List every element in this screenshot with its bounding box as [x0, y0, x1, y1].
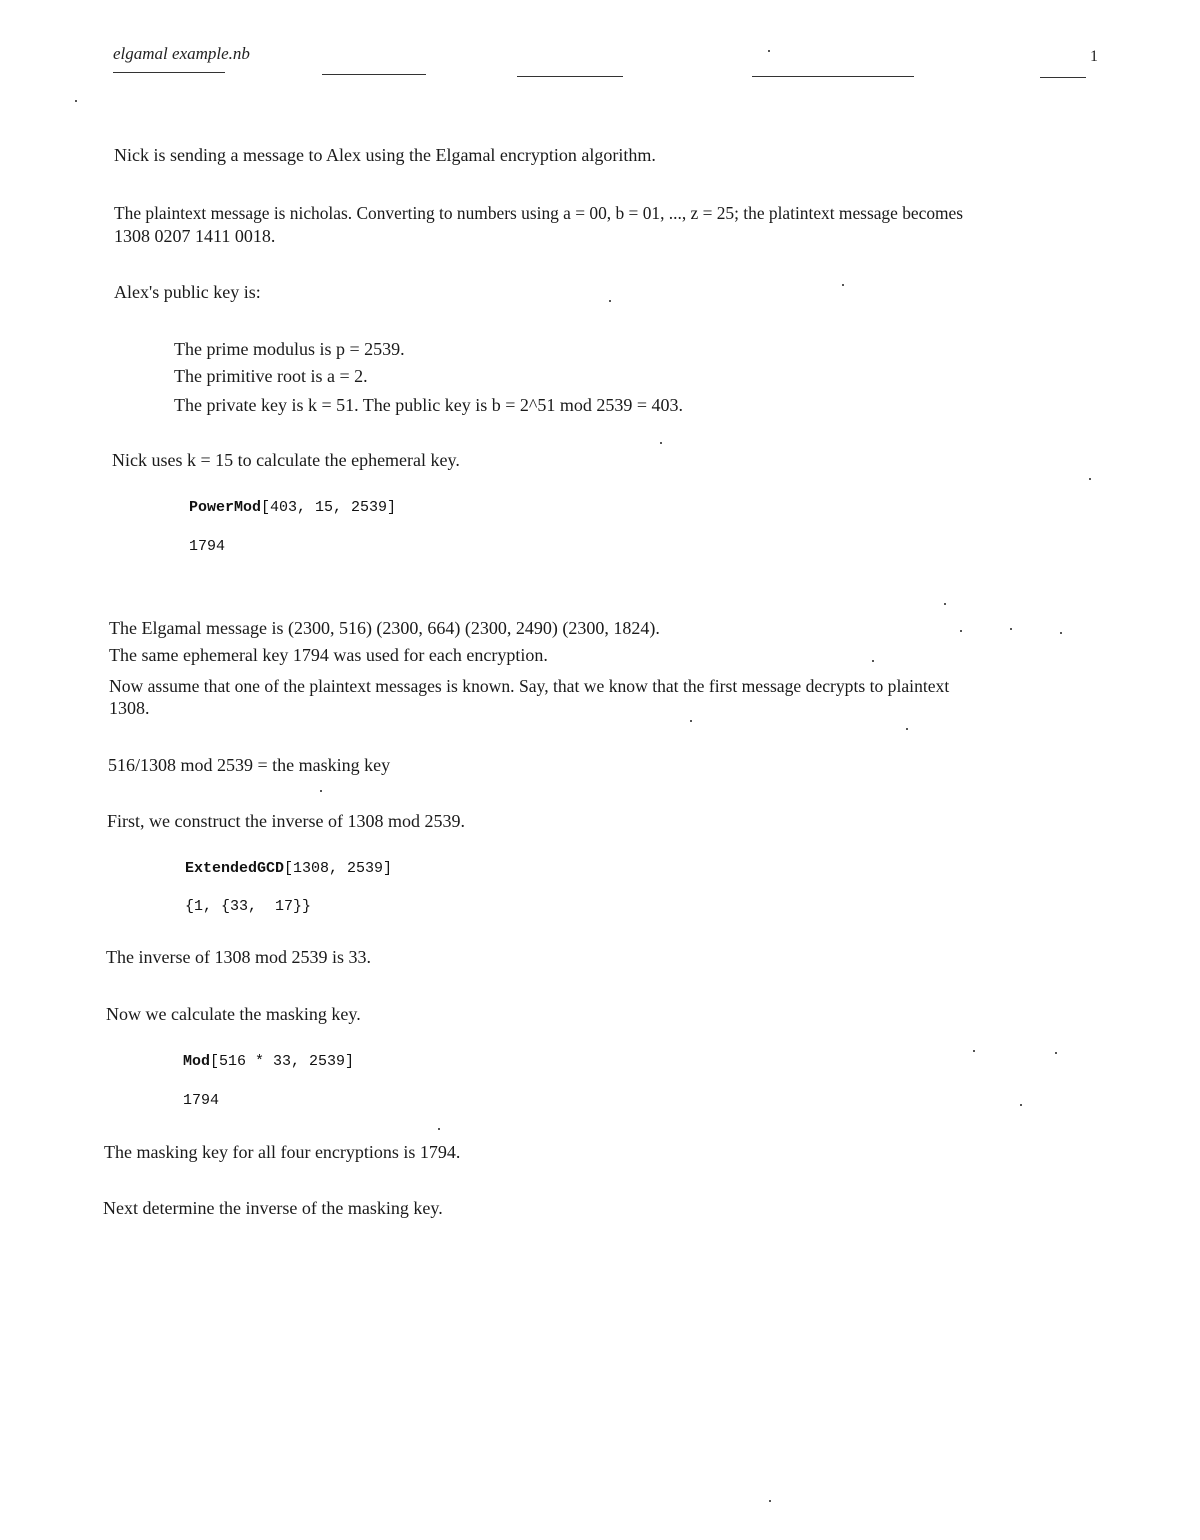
header-rule-1 [113, 72, 225, 73]
code-output-2: {1, {33, 17}} [185, 898, 312, 915]
code-function: PowerMod [189, 499, 262, 516]
scan-speck [842, 284, 844, 286]
scan-speck [944, 603, 946, 605]
scan-speck [438, 1128, 440, 1130]
calc-masking-text: Now we calculate the masking key. [106, 1004, 361, 1024]
masking-result-text: The masking key for all four encryptions is 1794. [104, 1142, 461, 1162]
code-input-powermod [189, 498, 396, 518]
scan-speck [1055, 1052, 1057, 1054]
public-key-heading: Alex's public key is: [114, 282, 261, 302]
intro-text: Nick is sending a message to Alex using the Elgamal encryption algorithm. [114, 145, 656, 165]
scan-speck [1010, 628, 1012, 630]
code-arguments: [403, 15, 2539] [261, 499, 397, 516]
same-key-text: The same ephemeral key 1794 was used for each encryption. [109, 645, 548, 665]
scan-speck [320, 790, 322, 792]
code-arguments: [516 * 33, 2539] [210, 1053, 355, 1070]
next-step-text: Next determine the inverse of the masking key. [103, 1198, 443, 1218]
code-input-mod [183, 1052, 354, 1072]
scan-speck [1060, 632, 1062, 634]
scan-speck [872, 660, 874, 662]
assume-text: Now assume that one of the plaintext messages is known. Say, that we know that the first message decrypts to plaintext [109, 676, 950, 696]
primitive-root-text: The primitive root is a = 2. [174, 366, 368, 386]
masking-equation: 516/1308 mod 2539 = the masking key [108, 755, 391, 775]
page-number: 1 [1090, 48, 1098, 65]
elgamal-message-text: The Elgamal message is (2300, 516) (2300, 664) (2300, 2490) (2300, 1824). [109, 618, 660, 638]
code-function: ExtendedGCD [185, 860, 285, 877]
header-rule-2 [322, 74, 426, 75]
header-rule-5 [1040, 77, 1086, 78]
scan-speck [768, 50, 770, 52]
scan-speck [1089, 478, 1091, 480]
code-input-extendedgcd [185, 859, 392, 879]
scan-speck [660, 442, 662, 444]
header-filename: elgamal example.nb [113, 44, 250, 63]
scan-speck [960, 630, 962, 632]
scan-speck [609, 300, 611, 302]
code-function: Mod [183, 1053, 211, 1070]
header-rule-3 [517, 76, 623, 77]
scan-speck [973, 1050, 975, 1052]
scan-speck [1020, 1104, 1022, 1106]
scan-speck [769, 1500, 771, 1502]
private-key-text: The private key is k = 51. The public key is b = 2^51 mod 2539 = 403. [174, 395, 684, 415]
header-rule-4 [752, 76, 914, 77]
scan-speck [690, 720, 692, 722]
plaintext-numbers: 1308 0207 1411 0018. [114, 226, 276, 246]
prime-modulus-text: The prime modulus is p = 2539. [174, 339, 405, 359]
code-arguments: [1308, 2539] [284, 860, 393, 877]
scan-speck [906, 728, 908, 730]
code-output-1: 1794 [189, 538, 226, 555]
inverse-intro-text: First, we construct the inverse of 1308 mod 2539. [107, 811, 465, 831]
code-output-3: 1794 [183, 1092, 220, 1109]
scan-speck [75, 100, 77, 102]
plaintext-text: The plaintext message is nicholas. Converting to numbers using a = 00, b = 01, ..., z = 25; the platintext message becomes [114, 203, 964, 223]
assume-text-cont: 1308. [109, 698, 150, 718]
ephemeral-intro-text: Nick uses k = 15 to calculate the ephemeral key. [112, 450, 460, 470]
inverse-result-text: The inverse of 1308 mod 2539 is 33. [106, 947, 371, 967]
